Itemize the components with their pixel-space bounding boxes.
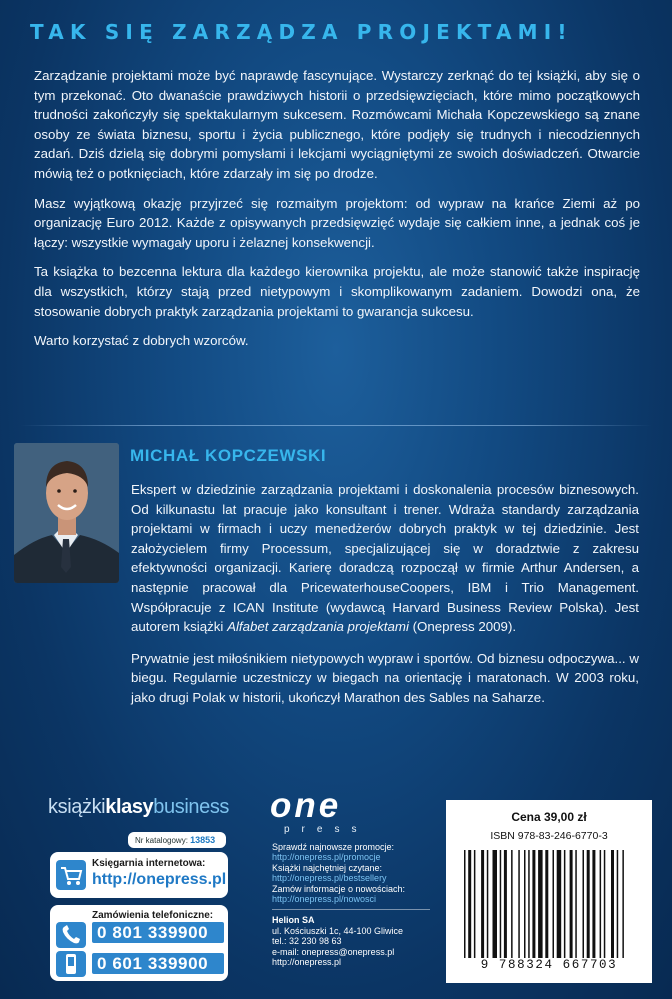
promo-link[interactable]: http://onepress.pl/promocje (272, 852, 381, 863)
address-street: ul. Kościuszki 1c, 44-100 Gliwice (272, 925, 404, 936)
bestsellers-link[interactable]: http://onepress.pl/bestsellery (272, 873, 387, 884)
barcode-bar (622, 850, 624, 958)
bio-paragraph: Prywatnie jest miłośnikiem nietypowych wypraw i sportów. Od biznesu odpoczywa... w biegu. Regularnie uczestniczy w biegach na orientację i maratonach. W 2003 roku, jako drugi Polak w historii, ukończył Marathon des Sables na Saharze. (131, 650, 639, 705)
bookstore-label: Księgarnia internetowa: (92, 858, 206, 869)
divider (20, 425, 652, 426)
author-bio (131, 480, 639, 720)
barcode-bar (617, 850, 619, 958)
barcode-bar (611, 850, 614, 958)
promo-label: Książki najchętniej czytane: (272, 862, 383, 873)
publisher-logo (270, 786, 369, 835)
phone-number[interactable]: 0 801 339900 (92, 922, 224, 943)
barcode-bar (468, 850, 471, 958)
barcode-bar (493, 850, 498, 958)
barcode-bar (557, 850, 562, 958)
mobile-phone-icon (56, 951, 86, 981)
catalog-value: 13853 (190, 835, 216, 845)
intro-text (34, 66, 640, 351)
news-link[interactable]: http://onepress.pl/nowosci (272, 894, 377, 905)
barcode-bar (532, 850, 535, 958)
bio-text: (Onepress 2009). (408, 619, 517, 635)
barcode-bar (575, 850, 577, 958)
series-logo (48, 796, 229, 819)
address-email[interactable]: e-mail: onepress@onepress.pl (272, 946, 395, 957)
series-part: business (153, 796, 230, 818)
isbn: ISBN 978-83-246-6770-3 (490, 830, 608, 842)
logo-one: one (270, 786, 342, 825)
barcode-bar (604, 850, 606, 958)
barcode-bar (511, 850, 512, 958)
price-box (446, 800, 652, 983)
catalog-number (128, 832, 226, 848)
author-name: MICHAŁ KOPCZEWSKI (130, 446, 327, 465)
barcode-bar (587, 850, 590, 958)
intro-paragraph: Ta książka to bezcenna lektura dla każdego kierownika projektu, ale może stanowić także inspirację dla wszystkich, którzy stają przed nietypowym i skomplikowanym zadaniem. Dowodzi ona, że stosowanie dobrych praktyk zarządzania projektami to gwarancja sukcesu. (34, 264, 640, 319)
divider (272, 909, 430, 910)
barcode (460, 848, 638, 960)
series-part: klasy (105, 796, 154, 818)
promo-links (272, 842, 432, 967)
phone-icon (56, 922, 86, 952)
intro-paragraph: Warto korzystać z dobrych wzorców. (34, 333, 249, 349)
intro-paragraph: Zarządzanie projektami może być naprawdę fascynujące. Wystarczy zerknąć do tej książki, aby się o tym przekonać. Oto dwanaście prawdziwych historii o przedsięwzięciach, które mimo początkowych trudności zakończyły się spektakularnym sukcesem. Rozmówcami Michała Kopczewskiego są znane osoby ze świata biznesu, sportu i życia publicznego, które podjęły się trudnych i niecodziennych zadań. Dziś dzielą się dobrymi pomysłami i lekcjami wyciągniętymi ze swoich doświadczeń. Otwarcie mówią też o potknięciach, które zdarzały im się po drodze. (34, 68, 640, 181)
barcode-bar (524, 850, 526, 958)
catalog-label: Nr katalogowy: (135, 836, 191, 845)
book-title: Alfabet zarządzania projektami (227, 619, 409, 635)
promo-label: Zamów informacje o nowościach: (272, 883, 406, 894)
barcode-bar (583, 850, 585, 958)
page-title: TAK SIĘ ZARZĄDZA PROJEKTAMI! (30, 20, 573, 44)
barcode-bar (545, 850, 548, 958)
bookstore-link[interactable]: http://onepress.pl (92, 871, 227, 888)
series-part: książki (48, 796, 106, 818)
barcode-bar (538, 850, 543, 958)
barcode-bar (464, 850, 466, 958)
barcode-number: 9 788324 667703 (480, 958, 618, 972)
intro-paragraph: Masz wyjątkową okazję przyjrzeć się rozmaitym projektom: od wypraw na krańce Ziemi aż po organizację Euro 2012. Każde z opisywanych przedsięwzięć wydaje się całkiem inne, a jednak coś je łączy: wszystkie wymagały uporu i żelaznej konsekwencji. (34, 195, 640, 250)
barcode-bar (500, 850, 502, 958)
author-photo (14, 443, 119, 583)
bio-text: Ekspert w dziedzinie zarządzania projektami i doskonalenia procesów biznesowych. Od kilkunastu lat pracuje jako konsultant i trener. Wdraża standardy zarządzania projektami w firmach i uczy menedżerów dobrych praktyk w tej dziedzinie. Jest założycielem firmy Processum, specjalizującej się w doradztwie z zakresu efektywności organizacji. Karierę doradczą rozpoczął w firmie Arthur Andersen, a następnie pracował dla PricewaterhouseCoopers, IBM i Trio Management. Współpracuje z ICAN Institute (wydawcą Harvard Business Review Polska). Jest autorem książki (131, 482, 639, 635)
publisher-address (272, 915, 432, 967)
phone-orders-label: Zamówienia telefoniczne: (92, 910, 214, 921)
barcode-bar (474, 850, 476, 958)
promo-label: Sprawdź najnowsze promocje: (272, 842, 395, 852)
barcode-bar (504, 850, 507, 958)
bookstore-box[interactable] (50, 852, 228, 898)
address-www[interactable]: http://onepress.pl (272, 957, 342, 968)
barcode-bar (564, 850, 566, 958)
barcode-bar (570, 850, 573, 958)
barcode-bar (592, 850, 595, 958)
barcode-bar (487, 850, 489, 958)
shopping-cart-icon (56, 860, 86, 890)
phone-orders-box (50, 905, 228, 981)
barcode-bar (600, 850, 602, 958)
price: Cena 39,00 zł (511, 810, 587, 824)
barcode-bar (481, 850, 484, 958)
publisher-name: Helion SA (272, 915, 315, 926)
mobile-number[interactable]: 0 601 339900 (92, 953, 224, 974)
address-tel: tel.: 32 230 98 63 (272, 936, 342, 947)
logo-press: press (284, 824, 369, 835)
barcode-bar (553, 850, 555, 958)
barcode-bar (528, 850, 530, 958)
bio-paragraph (131, 480, 639, 637)
barcode-bar (518, 850, 520, 958)
